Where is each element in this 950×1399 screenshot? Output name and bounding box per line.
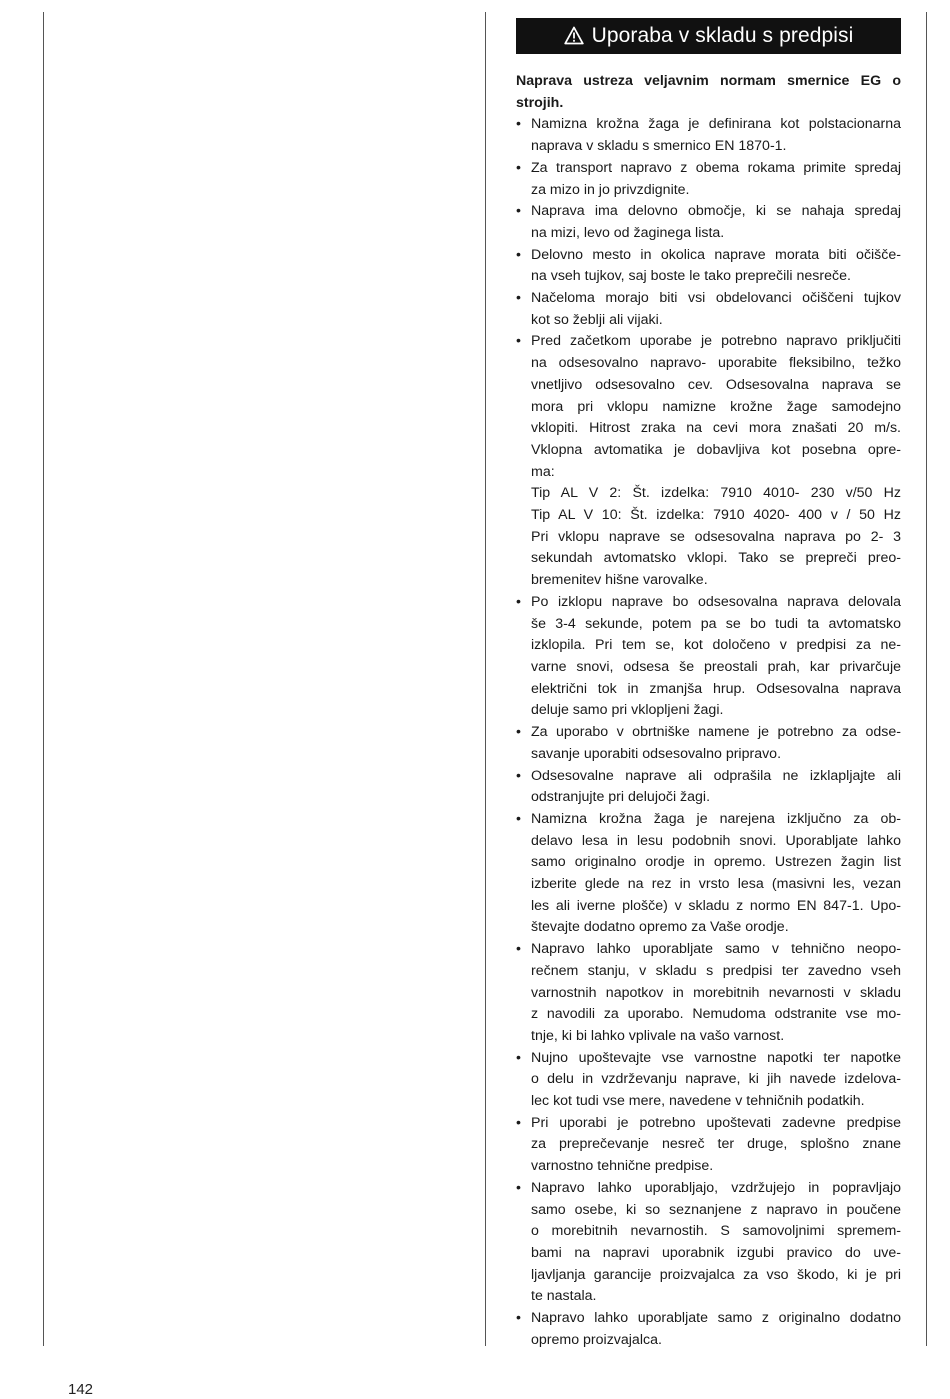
right-margin-rule xyxy=(926,12,927,1346)
list-item-line: varnostnih napotkov in morebitnih nevarnosti v skladu xyxy=(531,984,901,1001)
list-item-line: samo originalno orodje in opremo. Ustrezen žagin list xyxy=(531,854,901,871)
bullet-dot: • xyxy=(516,1114,521,1131)
list-item xyxy=(516,592,901,722)
list-item-line: sekundah avtomatsko vklopi. Tako se prepreči preo- xyxy=(531,550,901,567)
bullet-dot: • xyxy=(516,941,521,958)
list-item-line: rečnem stanju, v skladu s predpisi ter zavedno vseh xyxy=(531,962,901,979)
bullet-dot: • xyxy=(516,203,521,220)
list-item-line: Načeloma morajo biti vsi obdelovanci očiščeni tujkov xyxy=(531,290,901,307)
bullet-dot: • xyxy=(516,1310,521,1327)
bullet-dot: • xyxy=(516,724,521,741)
list-item xyxy=(516,1308,901,1351)
list-item-line: Odsesovalne naprave ali odprašila ne izklapljajte ali xyxy=(531,767,901,784)
list-item-line: o delu in vzdrževanju naprave, ki jih navede izdelova- xyxy=(531,1071,901,1088)
list-item-line: ma: xyxy=(531,463,555,480)
list-item-line: za preprečevanje nesreč ter druge, splošno znane xyxy=(531,1136,901,1153)
left-margin-rule xyxy=(43,12,44,1346)
list-item-line: deluje samo pri vklopljeni žagi. xyxy=(531,702,724,719)
list-item xyxy=(516,331,901,591)
list-item-line: na mizi, levo od žaginega lista. xyxy=(531,224,725,241)
list-item-line: tnje, ki bi lahko vplivale na vašo varnost. xyxy=(531,1027,785,1044)
bullet-dot: • xyxy=(516,593,521,610)
list-item-line: ljavljanja garancije proizvajalca za vso škodo, ki je pri xyxy=(531,1266,901,1283)
section-title-bar xyxy=(516,18,901,54)
intro-line: Naprava ustreza veljavnim normam smernice EG o xyxy=(516,73,901,89)
bullet-dot: • xyxy=(516,1049,521,1066)
list-item-line: na odsesovalno napravo- uporabite fleksibilno, težko xyxy=(531,355,901,372)
list-item xyxy=(516,1048,901,1113)
intro-paragraph xyxy=(516,71,901,114)
list-item-line: bremenitev hišne varovalke. xyxy=(531,572,708,589)
list-item-line: števajte dodatno opremo za Vaše orodje. xyxy=(531,919,789,936)
page-number: 142 xyxy=(68,1381,94,1398)
bullet-dot: • xyxy=(516,767,521,784)
list-item-line: Pri vklopu naprave se odsesovalna naprava po 2- 3 xyxy=(531,528,901,545)
list-item-line: Naprava ima delovno območje, ki se nahaja spredaj xyxy=(531,203,901,220)
list-item xyxy=(516,288,901,331)
bullet-dot: • xyxy=(516,810,521,827)
list-item-line: delavo lesa in lesu podobnih snovi. Uporabljate lahko xyxy=(531,832,901,849)
list-item-line: Delovno mesto in okolica naprave morata biti očišče- xyxy=(531,246,901,263)
list-item-line: z navodili za uporabo. Nemudoma odstranite vse mo- xyxy=(531,1006,901,1023)
list-item xyxy=(516,158,901,201)
list-item-line: te nastala. xyxy=(531,1288,597,1305)
bullet-dot: • xyxy=(516,246,521,263)
list-item xyxy=(516,722,901,765)
list-item-line: Napravo lahko uporabljajo, vzdržujejo in popravljajo xyxy=(531,1179,901,1196)
bullet-dot: • xyxy=(516,1179,521,1196)
list-item-line: Tip AL V 10: Št. izdelka: 7910 4020- 400 v / 50 Hz xyxy=(531,507,901,524)
list-item-line: samo osebe, ki so seznanjene z napravo in poučene xyxy=(531,1201,901,1218)
list-item-line: Namizna krožna žaga je narejena izključno za ob- xyxy=(531,810,901,827)
bullet-dot: • xyxy=(516,159,521,176)
bullet-dot: • xyxy=(516,290,521,307)
list-item-line: vnetljivo odsesovalno cev. Odsesovalna naprava se xyxy=(531,376,901,393)
intro-line: strojih. xyxy=(516,94,564,111)
text-column xyxy=(516,18,901,1351)
list-item-line: Napravo lahko uporabljate samo z originalno dodatno xyxy=(531,1310,901,1327)
list-item xyxy=(516,809,901,939)
warning-triangle-icon xyxy=(564,26,584,45)
list-item-line: odstranjujte pri delujoči žagi. xyxy=(531,789,711,806)
list-item-line: izberite glede na rez in vrsto lesa (masivni les, vezan xyxy=(531,876,901,893)
bullet-dot: • xyxy=(516,116,521,133)
list-item-line: Vklopna avtomatika je dobavljiva kot posebna opre- xyxy=(531,441,901,458)
list-item-line: električni tok in zmanjša hrup. Odsesovalna naprava xyxy=(531,680,901,697)
list-item xyxy=(516,766,901,809)
list-item xyxy=(516,245,901,288)
list-item xyxy=(516,939,901,1048)
list-item-line: Namizna krožna žaga je definirana kot polstacionarna xyxy=(531,116,901,133)
list-item-line: Pri uporabi je potrebno upoštevati zadevne predpise xyxy=(531,1114,901,1131)
list-item-line: še 3-4 sekunde, potem pa se bo tudi ta avtomatsko xyxy=(531,615,901,632)
list-item-line: mora pri vklopu namizne krožne žage samodejno xyxy=(531,398,901,415)
list-item-line: Tip AL V 2: Št. izdelka: 7910 4010- 230 v/50 Hz xyxy=(531,485,901,502)
list-item-line: varnostno tehnične predpise. xyxy=(531,1158,714,1175)
list-item-line: Napravo lahko uporabljate samo v tehnično neopo- xyxy=(531,941,901,958)
list-item-line: Po izklopu naprave bo odsesovalna naprava delovala xyxy=(531,593,901,610)
list-item-line: les ali iverne plošče) v skladu z normo EN 847-1. Upo- xyxy=(531,897,901,914)
list-item-line: naprava v skladu s smernico EN 1870-1. xyxy=(531,138,787,155)
list-item xyxy=(516,1178,901,1308)
list-item-line: varne snovi, odsesa še preostali prah, kar privarčuje xyxy=(531,658,901,675)
list-item-line: Nujno upoštevajte vse varnostne napotki ter napotke xyxy=(531,1049,901,1066)
list-item-line: o morebitnih nevarnostih. S samovoljnimi spremem- xyxy=(531,1223,901,1240)
list-item-line: opremo proizvajalca. xyxy=(531,1331,662,1348)
section-title: Uporaba v skladu s predpisi xyxy=(591,24,854,47)
bullet-dot: • xyxy=(516,333,521,350)
list-item-line: bami na napravi uporabnik izgubi pravico do uve- xyxy=(531,1244,901,1261)
list-item-line: Za uporabo v obrtniške namene je potrebno za odse- xyxy=(531,724,901,741)
column-divider-rule xyxy=(485,12,486,1346)
list-item-line: Za transport napravo z obema rokama primite spredaj xyxy=(531,159,901,176)
list-item-line: vklopiti. Hitrost zraka na cevi mora znašati 20 m/s. xyxy=(531,420,901,437)
list-item-line: izklopila. Pri tem se, kot določeno v predpisi za ne- xyxy=(531,637,901,654)
list-item xyxy=(516,1113,901,1178)
list-item xyxy=(516,201,901,244)
bullet-list xyxy=(516,114,901,1351)
list-item-line: za mizo in jo privzdignite. xyxy=(531,181,690,198)
list-item-line: lec kot tudi vse mere, navedene v tehničnih podatkih. xyxy=(531,1093,865,1110)
list-item-line: kot so žeblji ali vijaki. xyxy=(531,311,663,328)
list-item-line: na vseh tujkov, saj boste le tako preprečili nesreče. xyxy=(531,268,851,285)
list-item-line: savanje uporabiti odsesovalno pripravo. xyxy=(531,745,782,762)
list-item-line: Pred začetkom uporabe je potrebno napravo priključiti xyxy=(531,333,901,350)
list-item xyxy=(516,114,901,157)
